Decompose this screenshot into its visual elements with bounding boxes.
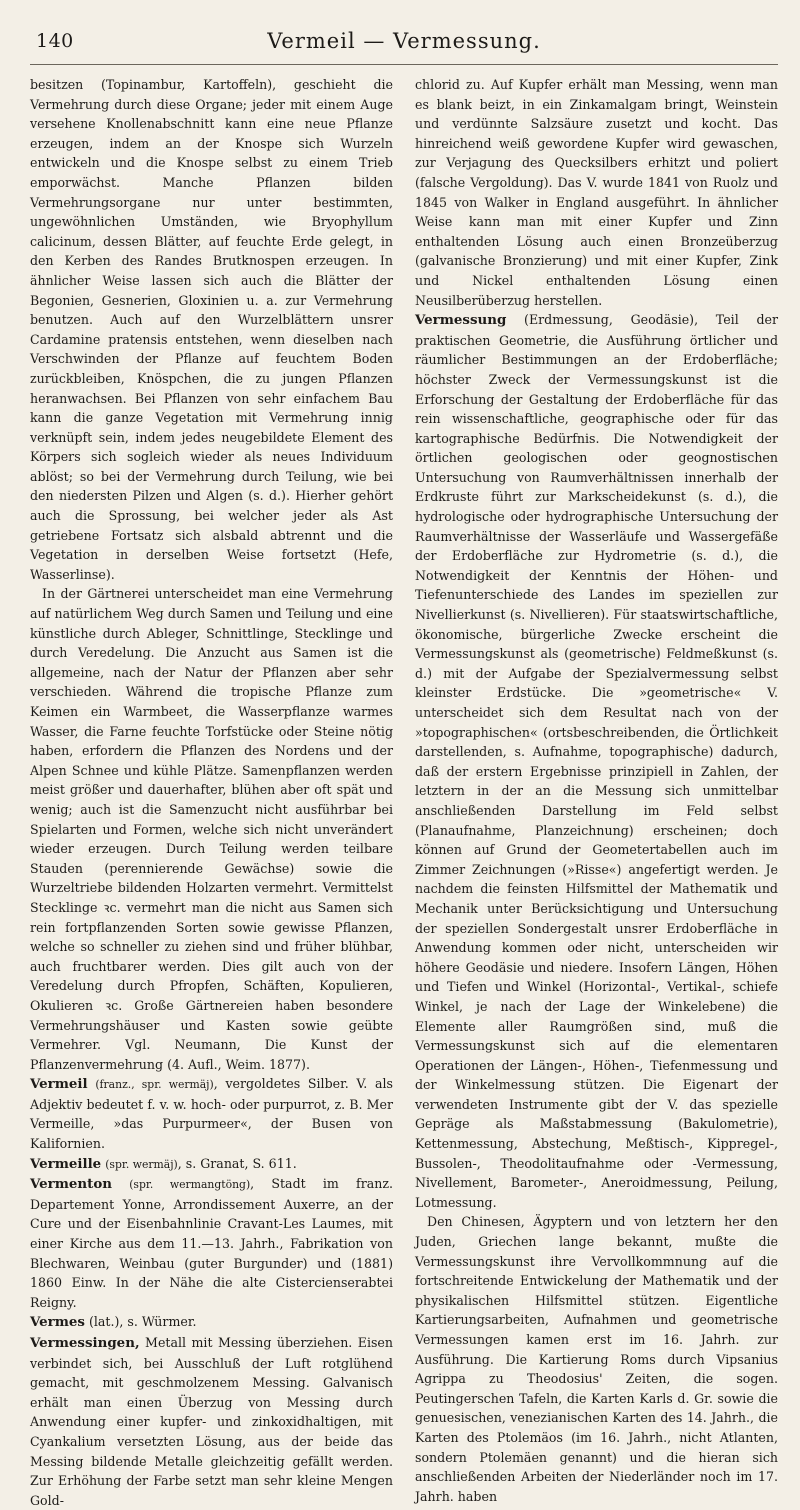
pronunciation-vermenton: (spr. wermangtöng): [129, 1178, 251, 1192]
page-header: [30, 28, 778, 65]
paragraph-vermehrung-organs: besitzen (Topinambur, Kartoffeln), geschieht die Vermehrung durch diese Organe; jeder mit einem Auge versehene Knollenabschnitt kann eine neue Pflanze erzeugen, indem an der Knospe sich Wurzeln entwickeln und die Knospe selbst zu einem Trieb emporwächst. Manche Pflanzen bilden Vermehrungsorgane nur unter bestimmten, ungewöhnlichen Umständen, wie Bryophyllum calicinum, dessen Blätter, auf feuchte Erde gelegt, in den Kerben des Randes Brutknospen erzeugen. In ähnlicher Weise lassen sich auch die Blätter der Begonien, Gesnerien, Gloxinien u. a. zur Vermehrung benutzen. Auch auf den Wurzelblättern unsrer Cardamine pratensis entstehen, wenn dieselben nach Verschwinden der Pflanze auf feuchtem Boden zurückbleiben, Knöspchen, die zu jungen Pflanzen heranwachsen. Bei Pflanzen von sehr einfachem Bau kann die ganze Vegetation mit Vermehrung innig verknüpft sein, indem jedes neugebildete Element des Körpers sich sogleich wieder als neues Individuum ablöst; so bei der Vermehrung durch Teilung, wie bei den niedersten Pilzen und Algen (s. d.). Hierher gehört auch die Sprossung, bei welcher jeder als Ast getriebene Fortsatz sich alsbald abtrennt und die Vegetation in derselben Weise fortsetzt (Hefe, Wasserlinse).: [30, 77, 393, 582]
page-number: 140: [36, 30, 74, 52]
headword-vermeil: Vermeil: [30, 1076, 88, 1093]
headword-vermessung: Vermessung: [415, 312, 507, 329]
entry-vermenton: [30, 1174, 393, 1312]
pronunciation-vermeil: (franz., spr. wermäj): [95, 1078, 214, 1092]
headword-vermes: Vermes: [30, 1314, 85, 1331]
entry-vermes: [30, 1312, 393, 1333]
entry-vermeil: [30, 1074, 393, 1153]
running-head: Vermeil — Vermessung.: [267, 29, 541, 53]
paragraph-vermehrung-gaertnerei: In der Gärtnerei unterscheidet man eine Vermehrung auf natürlichem Weg durch Samen und Teilung und eine künstliche durch Ableger, Schnittlinge, Stecklinge und durch Veredelung. Die Anzucht aus Samen ist die allgemeine, nach der Natur der Pflanzen aber sehr verschieden. Während die tropische Pflanze zum Keimen ein Warmbeet, die Wasserpflanze warmes Wasser, die Farne feuchte Torfstücke oder Steine nötig haben, erfordern die Pflanzen des Nordens und der Alpen Schnee und kühle Plätze. Samenpflanzen werden meist größer und dauerhafter, blühen aber oft spät und wenig; auch ist die Samenzucht nicht ausführbar bei Spielarten und Formen, welche sich nicht unverändert wieder erzeugen. Durch Teilung werden teilbare Stauden (perennierende Gewächse) sowie die Wurzeltriebe bildenden Holzarten vermehrt. Vermittelst Stecklinge ꝛc. vermehrt man die nicht aus Samen sich rein fortpflanzenden Sorten sowie gewisse Pflanzen, welche so schneller zu ziehen sind und früher blühbar, auch fruchtbarer werden. Dies gilt auch von der Veredelung durch Pfropfen, Schäften, Kopulieren, Okulieren ꝛc. Große Gärtnereien haben besondere Vermehrungshäuser und Kasten sowie geübte Vermehrer. Vgl. Neumann, Die Kunst der Pflanzenvermehrung (4. Aufl., Weim. 1877).: [30, 586, 393, 1072]
left-column: [30, 75, 393, 1508]
paragraph-vermessung-history: Den Chinesen, Ägyptern und von letztern her den Juden, Griechen lange bekannt, mußte die Vermessungskunst ihre Vervollkommnung auf die fortschreitende Entwickelung der Mathematik und der physikalischen Hilfsmittel stützen. Eigentliche Kartierungsarbeiten, Aufnahmen und geometrische Vermessungen kamen erst im 16. Jahrh. zur Ausführung. Die Kartierung Roms durch Vipsanius Agrippa zu Theodosius' Zeiten, die sogen. Peutingerschen Tafeln, die Karten Karls d. Gr. sowie die genuesischen, venezianischen Karten des 14. Jahrh., die Karten des Ptolemäos (im 16. Jahrh., nicht Atlanten, sondern Ptolemäen genannt) und die hieran sich anschließenden Arbeiten der Niederländer noch im 17. Jahrh. haben: [415, 1214, 778, 1504]
text-columns: [30, 75, 778, 1508]
headword-vermessingen: Vermessingen,: [30, 1335, 140, 1351]
entry-vermessung: [415, 310, 778, 1212]
entry-text-vermessung: (Erdmessung, Geodäsie), Teil der praktischen Geometrie, die Ausführung örtlicher und räumlicher Bestimmungen an der Erdoberfläche; höchster Zweck der Vermessungskunst ist die Erforschung der Gestaltung der Erdoberfläche für das rein wissenschaftliche, geographische oder für das kartographische Bedürfnis. Die Notwendigkeit der örtlichen geologischen oder geognostischen Untersuchung von Raumverhältnissen innerhalb der Erdkruste führt zur Markscheidekunst (s. d.), die hydrologische oder hydrographische Untersuchung der Raumverhältnisse der Wasserläufe und Wassergefäße der Erdoberfläche zur Hydrometrie (s. d.), die Notwendigkeit der Kenntnis der Höhen- und Tiefenunterschiede des Landes im speziellen zur Nivellierkunst (s. Nivellieren). Für staatswirtschaftliche, ökonomische, bürgerliche Zwecke erscheint die Vermessungskunst als (geometrische) Feldmeßkunst (s. d.) mit der Aufgabe der Spezialvermessung selbst kleinster Erdstücke. Die »geometrische« V. unterscheidet sich dem Resultat nach von der »topographischen« (ortsbeschreibenden, die Örtlichkeit darstellenden, s. Aufnahme, topographische) dadurch, daß der erstern Ergebnisse prinzipiell in Zahlen, der letztern in der an die Messung sich unmittelbar anschließenden Darstellung im Feld selbst (Planaufnahme, Planzeichnung) erscheinen; doch können auf Grund der Geometertabellen auch im Zimmer Zeichnungen (»Risse«) angefertigt werden. Je nachdem die feinsten Hilfsmittel der Mathematik und Mechanik unter Berücksichtigung und Untersuchung der speziellen Sondergestalt unsrer Erdoberfläche in Anwendung kommen oder nicht, unterscheiden wir höhere Geodäsie und niedere. Insofern Längen, Höhen und Tiefen und Winkel (Horizontal-, Vertikal-, schiefe Winkel, je nach der Lage der Winkelebene) die Elemente aller Raumgrößen sind, muß die Vermessungskunst sich auf die elementaren Operationen der Längen-, Höhen-, Tiefenmessung und der Winkelmessung stützen. Die Eigenart der verwendeten Instrumente gibt der V. das spezielle Gepräge als Maßstabmessung (Bakulometrie), Kettenmessung, Abstechung, Meßtisch-, Kippregel-, Bussolen-, Theodolitaufnahme oder -Vermessung, Nivellement, Barometer-, Aneroidmessung, Peilung, Lotmessung.: [415, 312, 778, 1210]
headword-vermeille: Vermeille: [30, 1155, 102, 1172]
entry-text-vermeille: , s. Granat, S. 611.: [177, 1155, 297, 1171]
right-column: [415, 75, 778, 1504]
entry-text-vermeil: , vergoldetes Silber. V. als Adjektiv bedeutet f. v. w. hoch- oder purpurrot, z. B. Mer Vermeille, »das Purpurmeer«, der Busen von Kalifornien.: [30, 1076, 393, 1152]
entry-vermessingen: [30, 1333, 393, 1510]
entry-text-vermes: (lat.), s. Würmer.: [84, 1314, 197, 1330]
headword-vermenton: Vermenton: [30, 1176, 113, 1193]
entry-text-vermenton: , Stadt im franz. Departement Yonne, Arrondissement Auxerre, an der Cure und der Eisenbahnlinie Cravant-Les Laumes, mit einer Kirche aus dem 11.—13. Jahrh., Fabrikation von Blechwaren, Weinbau (guter Burgunder) und (1881) 1860 Einw. In der Nähe die alte Cistercienserabtei Reigny.: [30, 1176, 393, 1310]
paragraph-vermessingen-continued: chlorid zu. Auf Kupfer erhält man Messing, wenn man es blank beizt, in ein Zinkamalgam bringt, Weinstein und verdünnte Salzsäure zusetzt und kocht. Das hinreichend weiß gewordene Kupfer wird gewaschen, zur Verjagung des Quecksilbers erhitzt und poliert (falsche Vergoldung). Das V. wurde 1841 von Ruolz und 1845 von Walker in England ausgeführt. In ähnlicher Weise kann man mit einer Kupfer und Zinn enthaltenden Lösung auch einen Bronzeüberzug (galvanische Bronzierung) und mit einer Kupfer, Zink und Nickel enthaltenden Lösung einen Neusilberüberzug herstellen.: [415, 77, 778, 308]
pronunciation-vermeille: (spr. wermäj): [105, 1157, 178, 1171]
entry-text-vermessingen: Metall mit Messing überziehen. Eisen verbindet sich, bei Ausschluß der Luft rotglühend gemacht, mit geschmolzenem Messing. Galvanisch erhält man einen Überzug von Messing durch Anwendung einer kupfer- und zinkoxidhaltigen, mit Cyankalium versetzten Lösung, aus der beide das Messing bildende Metalle gleichzeitig gefällt werden. Zur Erhöhung der Farbe setzt man sehr kleine Mengen Gold-: [30, 1335, 393, 1508]
entry-vermeille: [30, 1154, 393, 1175]
